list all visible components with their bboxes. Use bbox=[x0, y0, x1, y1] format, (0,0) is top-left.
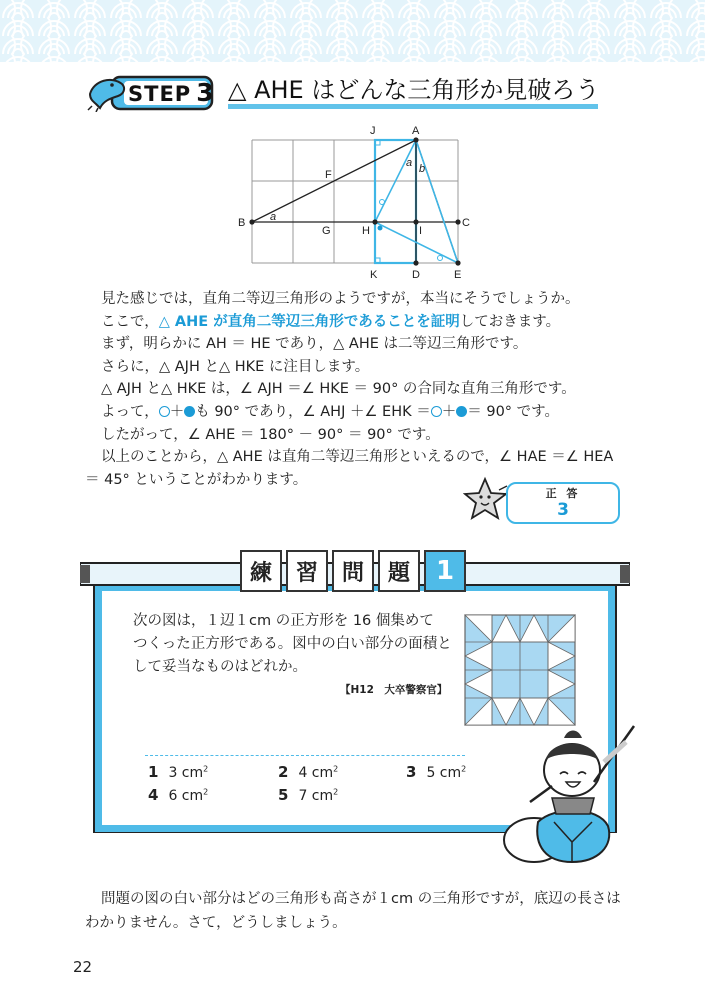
label-j: J bbox=[370, 125, 376, 137]
label-k: K bbox=[370, 269, 378, 281]
label-alpha-a: a bbox=[406, 157, 413, 169]
footer-line: 問題の図の白い部分はどの三角形も高さが１cm の三角形ですが，底辺の長さは bbox=[101, 891, 621, 907]
label-g: G bbox=[322, 225, 331, 237]
body-line: ＝ 45° ということがわかります。 bbox=[85, 471, 308, 488]
label-alpha-b: a bbox=[270, 211, 277, 223]
question-line: して妥当なものはどれか。 bbox=[133, 659, 307, 675]
star-mascot-icon bbox=[463, 476, 509, 522]
label-a: A bbox=[412, 125, 420, 137]
body-line: 見た感じでは，直角二等辺三角形のようですが，本当にそうでしょうか。 bbox=[101, 291, 580, 307]
practice-title-char: 練 bbox=[240, 550, 282, 592]
body-line: ここで，△ AHE が直角二等辺三角形であることを証明しておきます。 bbox=[101, 313, 561, 330]
label-b: B bbox=[238, 217, 246, 229]
body-line: まず，明らかに AH ＝ HE であり，△ AHE は二等辺三角形です。 bbox=[101, 336, 528, 353]
label-f: F bbox=[325, 169, 332, 181]
question-figure bbox=[464, 614, 576, 726]
label-e: E bbox=[454, 269, 462, 281]
footer-line: わかりません。さて，どうしましょう。 bbox=[85, 915, 347, 931]
samurai-mascot-illustration bbox=[494, 722, 644, 872]
page-number: 22 bbox=[73, 958, 93, 976]
geometry-figure bbox=[230, 118, 480, 283]
practice-title-char: 題 bbox=[378, 550, 420, 592]
body-line: △ AJH と△ HKE は，∠ AJH ＝∠ HKE ＝ 90° の合同な直角三角形です。 bbox=[101, 381, 576, 398]
filled-circle-icon bbox=[184, 406, 195, 417]
choice-2[interactable]: 2 4 $cm^2$ bbox=[278, 763, 339, 781]
question-source: 【H12 大卒警察官】 bbox=[340, 684, 448, 696]
filled-circle-icon bbox=[456, 406, 467, 417]
open-circle-icon bbox=[159, 406, 170, 417]
question-line: 次の図は，１辺１cm の正方形を 16 個集めて bbox=[133, 613, 434, 629]
question-text bbox=[133, 610, 453, 679]
body-line: したがって，∠ AHE ＝ 180° － 90° ＝ 90° です。 bbox=[101, 426, 440, 443]
header-wave-pattern bbox=[0, 0, 705, 68]
choice-1[interactable]: 1 3 $cm^2$ bbox=[148, 763, 209, 781]
body-line: よって， ＋ も 90° であり，∠ AHJ ＋∠ EHK ＝ ＋ ＝ 90° です。 bbox=[101, 403, 560, 420]
step-title: △ AHE はどんな三角形か見破ろう bbox=[228, 76, 600, 104]
choice-4[interactable]: 4 6 $cm^2$ bbox=[148, 786, 209, 804]
answer-value: 3 bbox=[557, 500, 569, 520]
answer-label: 正 答 bbox=[545, 487, 581, 500]
practice-title bbox=[240, 550, 466, 596]
step-word: STEP bbox=[128, 82, 192, 106]
highlight-text: △ AHE が直角二等辺三角形であることを証明 bbox=[158, 313, 460, 330]
footer-text bbox=[85, 887, 645, 935]
grid bbox=[252, 140, 458, 263]
body-line: 以上のことから，△ AHE は直角二等辺三角形といえるので，∠ HAE ＝∠ HEA bbox=[101, 449, 614, 466]
practice-title-char: 習 bbox=[286, 550, 328, 592]
explanation-text bbox=[85, 288, 625, 491]
practice-number: 1 bbox=[424, 550, 466, 592]
title-underline bbox=[228, 104, 598, 109]
choice-3[interactable]: 3 5 $cm^2$ bbox=[406, 763, 467, 781]
question-line: つくった正方形である。図中の白い部分の面積と bbox=[133, 636, 452, 652]
choice-5[interactable]: 5 7 $cm^2$ bbox=[278, 786, 339, 804]
label-h: H bbox=[362, 225, 370, 237]
open-circle-icon bbox=[431, 406, 442, 417]
body-line: さらに，△ AJH と△ HKE に注目します。 bbox=[101, 358, 370, 375]
label-d: D bbox=[412, 269, 420, 281]
practice-title-char: 問 bbox=[332, 550, 374, 592]
step-label bbox=[128, 78, 215, 108]
answer-box bbox=[506, 482, 620, 524]
label-i: I bbox=[419, 225, 423, 237]
label-beta: b bbox=[419, 163, 426, 175]
label-c: C bbox=[462, 217, 470, 229]
choices-divider bbox=[145, 755, 465, 756]
step-number: 3 bbox=[196, 78, 215, 107]
